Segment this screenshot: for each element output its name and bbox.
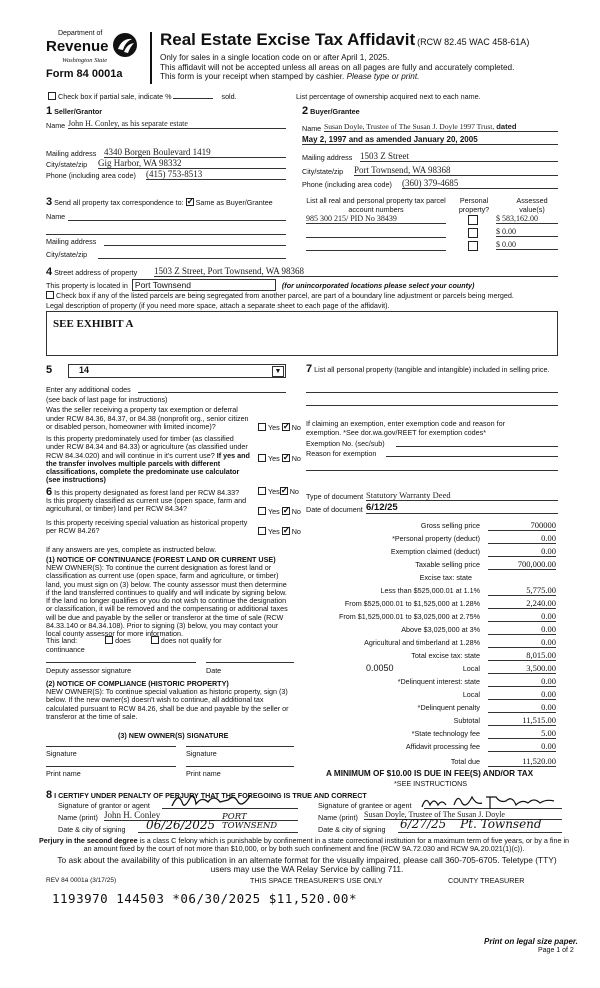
tax-row: Affidavit processing fee 0.00 — [405, 741, 556, 751]
notice1-text: NEW OWNER(S): To continue the current designation as forest land or classification as current use (open space, farm and agriculture, or timber) land, you must sign on (3) below. The county assessor must then determine if the land transferred continues to qualify and will indicate by signing below. If the land no longer qualifies or you do not wish to continue the designation or classification, it will be removed and the compensating or additional taxes will be due and payable by the seller or transferor at the time of sale (RCW 84.33.140 or 84.34.108). Prior to signing (3) below, you may contact your local county assessor for more information. — [46, 563, 288, 639]
exemption-no-field[interactable] — [396, 446, 558, 447]
grantee-date-row: Date & city of signing — [318, 825, 562, 834]
reason-field-2[interactable] — [306, 470, 558, 471]
tax-value[interactable]: 3,500.00 — [488, 663, 556, 674]
forest-no-checkbox[interactable] — [280, 487, 288, 495]
does-not-checkbox[interactable] — [151, 636, 159, 644]
notice3-heading: (3) NEW OWNER(S) SIGNATURE — [118, 731, 229, 740]
buyer-mailing-field[interactable]: 1503 Z Street — [360, 151, 558, 162]
exemption-note: If claiming an exemption, enter exemption code and reason for exemption. *See dor.wa.gov/REET for exemption codes* — [306, 419, 505, 437]
grantor-date-value: 06/26/2025 — [146, 818, 216, 832]
dor-logo — [44, 30, 140, 82]
doc-date-row: Date of document 6/12/25 — [306, 505, 558, 514]
deputy-date-label: Date — [206, 666, 222, 675]
grantor-name-field[interactable]: John H. Conley — [104, 810, 298, 821]
personal-property-field[interactable] — [306, 392, 558, 393]
perjury-note: Perjury in the second degree is a class C felony which is punishable by confinement in a state correctional institution for a maximum term of five years, or by a fine in an amount fixed by the court of not more than $10,000, or by both such confinement and fine (RCW 9A.72.030 and RCW 9A.20.021(1)(c)). — [38, 836, 570, 854]
owner2-print-field[interactable] — [186, 766, 294, 767]
form-rcw: (RCW 82.45 WAC 458-61A) — [417, 37, 530, 47]
buyer-phone-row: Phone (including area code) (360) 379-4685 — [302, 180, 558, 189]
tax-value[interactable]: 2,240.00 — [488, 598, 556, 609]
header-line-2: This affidavit will not be accepted unless all areas on all pages are fully and accurately completed. — [160, 62, 515, 72]
additional-codes-field[interactable] — [138, 392, 286, 393]
tax-row: Total due 11,520.00 — [450, 756, 556, 766]
buyer-city-field[interactable]: Port Townsend, WA 98368 — [354, 165, 558, 176]
personal-property-checkbox[interactable] — [468, 228, 478, 238]
tax-row: *State technology fee 5.00 — [411, 728, 556, 738]
q-timber: Is this property predominately used for timber (as classified under RCW 84.34 and 84.33) or agriculture (as classified under RCW 84.34.020) and will continue in it's current use? If yes and the transfer involves multiple parcels with different classifications, complete the predominate use calculator (see instructions) Yes ✓ No — [46, 435, 302, 483]
dor-logo-icon — [112, 32, 138, 58]
parcel-number-field[interactable] — [306, 227, 446, 238]
assessed-value-field[interactable]: $ 0.00 — [496, 240, 558, 250]
corr-mailing-field[interactable] — [104, 245, 286, 246]
doc-type-row: Type of document Statutory Warranty Deed — [306, 492, 558, 501]
state-text: Washington State — [62, 57, 108, 64]
buyer-name-row: Name Susan Doyle, Trustee of The Susan J. Doyle 1997 Trust, dated — [302, 124, 558, 133]
same-as-buyer-checkbox[interactable] — [186, 198, 194, 206]
form-title — [160, 30, 529, 50]
exemption-yes-checkbox[interactable] — [258, 423, 266, 431]
personal-col-header: Personal property? — [458, 196, 490, 214]
form-title-text: Real Estate Excise Tax Affidavit — [160, 30, 416, 49]
tax-value[interactable]: 700000 — [488, 520, 556, 531]
minimum-due-note: A MINIMUM OF $10.00 IS DUE IN FEE(S) AND/OR TAX — [326, 769, 534, 778]
current-use-no-checkbox[interactable] — [282, 507, 290, 515]
continuance-label: continuance — [46, 645, 85, 654]
seller-mailing-field[interactable]: 4340 Borgen Boulevard 1419 — [104, 147, 286, 158]
tax-row: 0.0050 Local 3,500.00 — [366, 663, 556, 673]
parcel-col-header: List all real and personal property tax parcel account numbers — [306, 196, 446, 214]
availability-note: To ask about the availability of this publication in an alternate format for the visually impaired, please call 360-705-6705. Teletype (TTY) users may use the WA Relay Service by calling 711. — [57, 855, 557, 874]
cashier-receipt: 1193970 144503 *06/30/2025 $11,520.00* — [52, 891, 357, 906]
tax-value[interactable]: 0.00 — [488, 676, 556, 687]
deputy-signature-field[interactable] — [46, 662, 196, 663]
seller-city-row: City/state/zip Gig Harbor, WA 98332 — [46, 160, 286, 169]
header-line-1: Only for sales in a single location code on or after April 1, 2025. — [160, 53, 390, 62]
buyer-city-row: City/state/zip Port Townsend, WA 98368 — [302, 167, 558, 176]
legal-description-box[interactable] — [46, 311, 558, 356]
buyer-phone-field[interactable]: (360) 379-4685 — [402, 178, 558, 189]
tax-row: Excise tax: state — [419, 573, 472, 582]
timber-no-checkbox[interactable] — [282, 454, 290, 462]
assessed-col-header: Assessed value(s) — [516, 196, 548, 214]
additional-codes-row: Enter any additional codes — [46, 385, 286, 394]
q-historic: Is this property receiving special valuation as historical property per RCW 84.26? Yes ✓ No — [46, 519, 302, 539]
tax-row: Total excise tax: state 8,015.00 — [411, 650, 556, 660]
located-row: This property is located in Port Townsend (for unincorporated locations please select your county) — [46, 280, 475, 290]
dept-text: Department of — [58, 30, 103, 37]
tax-row: *Delinquent interest: state 0.00 — [397, 676, 556, 686]
historic-yes-checkbox[interactable] — [258, 527, 266, 535]
header-line-3: This form is your receipt when stamped by cashier. Please type or print. — [160, 72, 420, 82]
tax-row: Gross selling price 700000 — [420, 520, 556, 530]
segregation-checkbox[interactable] — [46, 291, 54, 299]
grantor-date-field[interactable] — [138, 832, 298, 833]
tax-row: From $525,000.01 to $1,525,000 at 1.28% 2,240.00 — [344, 598, 556, 608]
tax-row: Subtotal 11,515.00 — [453, 715, 556, 725]
treasurer-space: THIS SPACE TREASURER'S USE ONLY — [250, 876, 383, 885]
corr-mailing-row: Mailing address — [46, 237, 286, 246]
personal-property-q: 7 List all personal property (tangible and intangible) included in selling price. — [306, 363, 550, 375]
personal-property-checkbox[interactable] — [468, 241, 478, 251]
buyer-heading: 2 Buyer/Grantee — [302, 105, 360, 117]
tax-row: *Personal property (deduct) 0.00 — [392, 533, 556, 543]
ownership-note: List percentage of ownership acquired next to each name. — [296, 92, 481, 101]
grantor-name-row: Name (print) John H. Conley — [58, 813, 298, 822]
tax-row: Above $3,025,000 at 3% 0.00 — [401, 624, 556, 634]
grantor-sig-row: Signature of grantor or agent — [58, 801, 298, 810]
chevron-down-icon: ▼ — [272, 366, 284, 377]
print-name-label: Print name — [46, 769, 81, 778]
street-address-field[interactable]: 1503 Z Street, Port Townsend, WA 98368 — [154, 266, 558, 277]
partial-sale-row: Check box if partial sale, indicate % sold. — [48, 92, 237, 101]
segregation-row: Check box if any of the listed parcels are being segregated from another parcel, are part of a boundary line adjustment or parcels being merged. — [46, 291, 514, 300]
tax-value[interactable]: 5,775.00 — [488, 585, 556, 596]
tax-value[interactable]: 700,000.00 — [488, 559, 556, 570]
grantor-date-row: Date & city of signing — [58, 825, 298, 834]
tax-value[interactable]: 0.00 — [488, 637, 556, 648]
deputy-date-field[interactable] — [206, 662, 294, 663]
corr-name-field[interactable] — [68, 220, 286, 221]
tax-value[interactable]: 0.00 — [488, 546, 556, 557]
tax-row: Local 0.00 — [462, 689, 556, 699]
seller-phone-field[interactable]: (415) 753-8513 — [146, 169, 286, 180]
doc-date-field[interactable]: 6/12/25 — [366, 502, 558, 514]
tax-value[interactable]: 0.00 — [488, 741, 556, 752]
tax-value[interactable]: 11,520.00 — [488, 756, 556, 767]
parcel-row — [306, 214, 558, 227]
seller-city-field[interactable]: Gig Harbor, WA 98332 — [98, 158, 286, 169]
tax-value[interactable]: 0.00 — [488, 611, 556, 622]
grantor-city-value: PORT TOWNSEND — [222, 812, 278, 831]
exemption-no-row: Exemption No. (sec/sub) — [306, 439, 558, 448]
current-use-yes-checkbox[interactable] — [258, 507, 266, 515]
grantee-name-row: Name (print) Susan Doyle, Trustee of The Susan J. Doyle — [318, 813, 562, 822]
seller-phone-row: Phone (including area code) (415) 753-8513 — [46, 171, 286, 180]
county-treasurer: COUNTY TREASURER — [448, 876, 525, 885]
parcel-number-field[interactable]: 985 300 215/ PID No 38439 — [306, 214, 446, 224]
tax-row: Taxable selling price 700,000.00 — [415, 559, 556, 569]
codes-note: (see back of last page for instructions) — [46, 395, 168, 404]
see-instructions: *SEE INSTRUCTIONS — [394, 779, 468, 788]
location-code-value: 14 — [79, 365, 90, 375]
revenue-text: Revenue — [46, 38, 109, 55]
rev-label: REV 84 0001a (3/17/25) — [46, 877, 117, 884]
page-number: Page 1 of 2 — [538, 947, 574, 954]
reason-row: Reason for exemption — [306, 449, 558, 458]
q-exemption: Was the seller receiving a property tax exemption or deferral under RCW 84.36, 84.37, or 84.38 (nonprofit org., senior citizen or disabled person, homeowner with limited income)? Yes ✓ No — [46, 406, 302, 438]
assessed-value-field[interactable]: $ 0.00 — [496, 227, 558, 237]
parcel-rows — [306, 214, 558, 253]
tax-value[interactable]: 0.00 — [488, 533, 556, 544]
tax-row: Exemption claimed (deduct) 0.00 — [390, 546, 556, 556]
buyer-name-line2[interactable]: May 2, 1997 and as amended January 20, 2005 — [302, 135, 558, 145]
historic-no-checkbox[interactable] — [282, 527, 290, 535]
header-instructions — [160, 53, 514, 82]
partial-percent-field[interactable] — [173, 98, 213, 99]
forest-yes-checkbox[interactable] — [258, 487, 266, 495]
grantor-signature-icon — [168, 790, 258, 812]
tax-row: From $1,525,000.01 to $3,025,000 at 2.75% 0.00 — [338, 611, 556, 621]
grantee-date-field[interactable] — [398, 832, 562, 833]
buyer-mailing-row: Mailing address 1503 Z Street — [302, 153, 558, 162]
notice2-text: NEW OWNER(S): To continue special valuation as historic property, sign (3) below. If the new owner(s) doesn't wish to continue, all additional tax calculated pursuant to RCW 84.26, shall be due and payable by the seller or transferor at the time of sale. — [46, 687, 289, 721]
q-current-use: Is this property classified as current use (open space, farm and agricultural, or timber) land per RCW 84.34? Yes ✓ No — [46, 497, 302, 517]
personal-property-checkbox[interactable] — [468, 215, 478, 225]
form-number: Form 84 0001a — [46, 68, 123, 80]
tax-value[interactable]: 8,015.00 — [488, 650, 556, 661]
signature-label: Signature — [46, 749, 77, 758]
partial-sale-checkbox[interactable] — [48, 92, 56, 100]
tax-value[interactable]: 0.00 — [488, 624, 556, 635]
deputy-label: Deputy assessor signature — [46, 666, 132, 675]
tax-value[interactable]: 0.00 — [488, 689, 556, 700]
legal-size-note: Print on legal size paper. — [484, 937, 578, 946]
seller-name-field[interactable]: John H. Conley, as his separate estate — [68, 119, 286, 129]
owner2-signature-field[interactable] — [186, 746, 294, 747]
section5-num: 5 — [46, 364, 53, 376]
location-code-select[interactable] — [68, 364, 286, 378]
tax-value[interactable]: 0.00 — [488, 702, 556, 713]
notice1-heading: (1) NOTICE OF CONTINUANCE (FOREST LAND OR CURRENT USE) — [46, 555, 276, 564]
q-forest: 6 Is this property designated as forest land per RCW 84.33? Yes✓ No — [46, 486, 302, 498]
corr-city-field[interactable] — [98, 258, 286, 259]
reason-field[interactable] — [386, 456, 558, 457]
timber-yes-checkbox[interactable] — [258, 454, 266, 462]
print-name2-label: Print name — [186, 769, 221, 778]
seller-mailing-row: Mailing address 4340 Borgen Boulevard 1419 — [46, 149, 286, 158]
tax-value[interactable]: 11,515.00 — [488, 715, 556, 726]
owner-print-field[interactable] — [46, 766, 176, 767]
doc-type-field[interactable]: Statutory Warranty Deed — [366, 490, 558, 501]
legal-description-text: SEE EXHIBIT A — [53, 318, 134, 330]
local-rate: 0.0050 — [366, 663, 394, 673]
grantee-date-city-value: 6/27/25 Pt. Townsend — [400, 817, 542, 831]
parcel-row — [306, 240, 558, 253]
does-checkbox[interactable] — [105, 636, 113, 644]
buyer-name-field[interactable]: Susan Doyle, Trustee of The Susan J. Doyle 1997 Trust, dated — [324, 122, 558, 132]
grantee-name-field[interactable]: Susan Doyle, Trustee of The Susan J. Doyle — [364, 810, 562, 820]
seller-heading: 1 Seller/Grantor — [46, 105, 103, 117]
notice2-heading: (2) NOTICE OF COMPLIANCE (HISTORIC PROPERTY) — [46, 679, 229, 688]
corr-name-line2[interactable] — [46, 234, 286, 235]
certify-row: 8 I CERTIFY UNDER PENALTY OF PERJURY THAT THE FOREGOING IS TRUE AND CORRECT — [46, 789, 367, 801]
personal-property-field-2[interactable] — [306, 405, 558, 406]
street-row: 4 Street address of property 1503 Z Street, Port Townsend, WA 98368 — [46, 266, 558, 278]
legal-label: Legal description of property (if you need more space, attach a separate sheet to each page of the affidavit). — [46, 301, 390, 310]
parcel-number-field[interactable] — [306, 240, 446, 251]
corr-city-row: City/state/zip — [46, 250, 286, 259]
tax-row: *Delinquent penalty 0.00 — [417, 702, 556, 712]
tax-row: Agricultural and timberland at 1.28% 0.00 — [364, 637, 556, 647]
exemption-no-checkbox[interactable] — [282, 423, 290, 431]
grantee-sig-row: Signature of grantee or agent — [318, 801, 562, 810]
tax-value[interactable]: 5.00 — [488, 728, 556, 739]
seller-name-row: Name John H. Conley, as his separate estate — [46, 121, 286, 130]
corr-heading: 3 Send all property tax correspondence to: ✓ Same as Buyer/Grantee — [46, 196, 273, 208]
signature2-label: Signature — [186, 749, 217, 758]
header-divider — [150, 32, 152, 84]
parcel-row — [306, 227, 558, 240]
assessed-value-field[interactable]: $ 583,162.00 — [496, 214, 558, 224]
location-select[interactable]: Port Townsend — [132, 279, 276, 291]
corr-name-row: Name — [46, 212, 286, 221]
tax-row: Less than $525,000.01 at 1.1% 5,775.00 — [380, 585, 556, 595]
owner-signature-field[interactable] — [46, 746, 176, 747]
complete-note: If any answers are yes, complete as instructed below. — [46, 545, 217, 554]
this-land-row: This land: does does not qualify for — [46, 636, 222, 645]
